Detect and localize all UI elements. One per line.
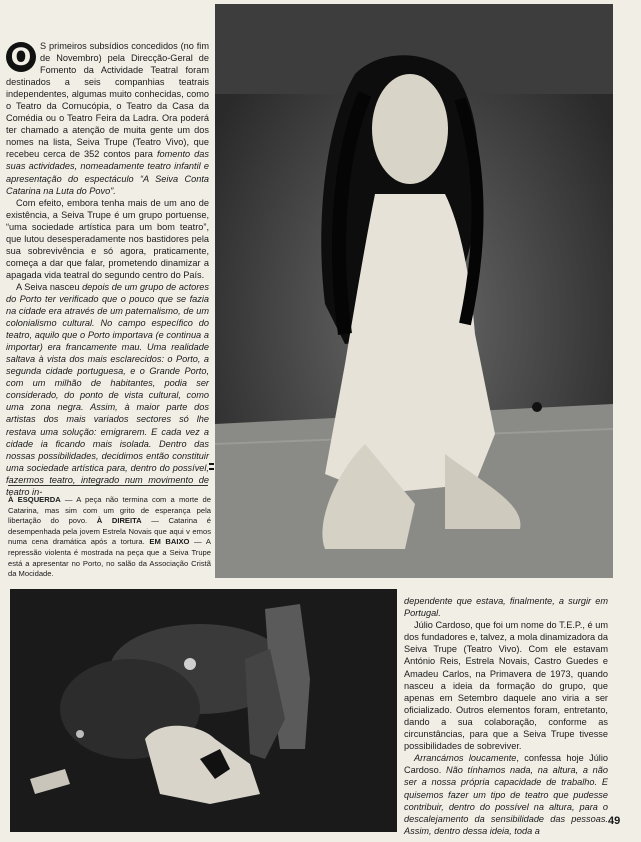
paragraph-3: A Seiva nasceu depois de um grupo de actores do Porto ter verificado que o pouco que se fazia na cidade era através de um paternalismo, de um colonialismo cultural. No campo específico do teatro, aquilo que o Porto importava (e continua a importar) era francamente mau. Uma realidade saltava à vista dos mais esclarecidos: o Porto, a segunda cidade portuguesa, e o Grande Porto, com um milhão de habitantes, podia ser considerado, do ponto de vista cultural, como uma zona negra. Assim, à maior parte dos artistas dos mais variados sectores só lhe restava uma solução: emigrarem. E cada vez a cidade ia ficando mais isolada. Dentro das nossas possibilidades, decidimos então constituir uma sociedade artística para, dentro do possível, fazermos teatro, integrado num movimento de teatro in- bbox=[6, 281, 210, 497]
photo-caption: À ESQUERDA — A peça não termina com a morte de Catarina, mas sim com um grito de esperança pela libertação do povo. À DIREITA — Catarina é desempenhada pela jovem Estrela Novais que aqui v emos numa cena dramática após a tortura. EM BAIXO — A repressão violenta é mostrada na peça que a Seiva Trupe está a apresentar no Porto, no salão da Associação Cristã da Mocidade. bbox=[8, 495, 212, 579]
paragraph-6: Arrancámos loucamente, confessa hoje Júlio Cardoso. Não tínhamos nada, na altura, a não ser a nossa própria capacidade de trabalho. E quisemos fazer um tipo de teatro que pudesse contribuir, dentro do possível na altura, para o descalejamento da sensibilidade das pessoas. Assim, dentro dessa ideia, toda a bbox=[404, 753, 609, 836]
paragraph-1: O S primeiros subsídios concedidos (no fim de Novembro) pela Direcção-Geral de Fomento da Actividade Teatral foram destinados a seis companhias teatrais independentes, algumas muito conhecidas, como o Teatro da Cornucópia, o Teatro da Casa da Comédia ou o Teatro Feira da Ladra. Ora poderá ter chamado a atenção de muita gente um dos nomes na lista, Seiva Trupe (Teatro Vivo), que recebeu cerca de 352 contos para fomento das suas actividades, nomeadamente teatro infantil e apresentação do espectáculo “A Seiva Conta Catarina na Luta do Povo”. bbox=[6, 41, 209, 196]
photo-actress-kneeling bbox=[215, 4, 613, 578]
paragraph-4: dependente que estava, finalmente, a surgir em Portugal. bbox=[404, 596, 608, 619]
paragraph-2: Com efeito, embora tenha mais de um ano de existência, a Seiva Trupe é um grupo portuense, “uma sociedade artística para um bom teatro”, que lutou desesperadamente nos bastidores pela sua sobrevivência e só agora, praticamente, começa a dar que falar, prometendo dinamizar a apagada vida teatral do segundo centro do País. bbox=[6, 197, 209, 280]
caption-divider bbox=[8, 485, 208, 486]
paragraph-5: Júlio Cardoso, que foi um nome do T.E.P., é um dos fundadores e, talvez, a mola dinamizadora da Seiva Trupe (Teatro Vivo). Com ele estavam António Reis, Estrela Novais, Castro Guedes e Amadeu Carlos, na Primavera de 1973, quando nasceu a ideia da formação do grupo, que apenas em Setembro daquele ano viria a ser oficializado. Outros elementos foram, entretanto, dando a sua colaboração, conforme as circunstâncias, para que a Seiva Trupe tivesse possibilidades de sobreviver. bbox=[404, 620, 608, 752]
photo-repression-illustration bbox=[10, 589, 397, 832]
drop-cap: O bbox=[6, 42, 36, 72]
ornament-mark bbox=[209, 463, 214, 465]
article-column-left bbox=[6, 40, 209, 498]
article-column-right bbox=[404, 595, 608, 837]
photo-repression-scene bbox=[10, 589, 397, 832]
photo-actress-illustration bbox=[215, 4, 613, 578]
ornament-mark bbox=[209, 468, 214, 470]
page-number: 49 bbox=[608, 815, 621, 827]
